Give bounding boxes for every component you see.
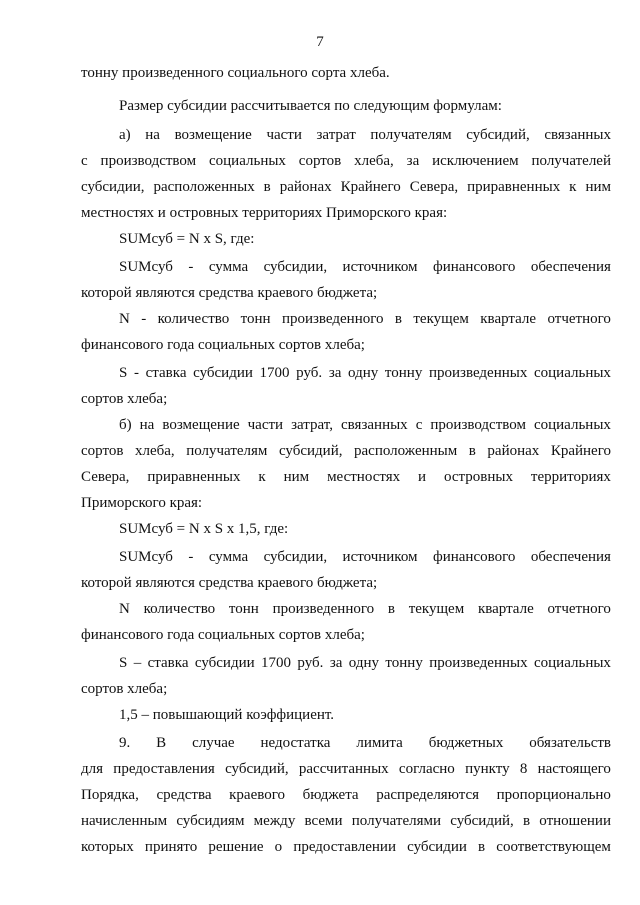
word: производством	[430, 417, 526, 433]
text-line	[81, 442, 611, 460]
word: хлеба,	[134, 443, 175, 459]
word: части	[266, 127, 302, 143]
word: в	[522, 813, 531, 829]
word: количество	[143, 601, 216, 617]
word: тонну	[385, 655, 423, 671]
word: S	[119, 655, 128, 671]
text-line: SUMсуб = N x S, где:	[119, 231, 255, 247]
word: субсидий,	[225, 761, 289, 777]
word: на	[145, 127, 160, 143]
word: о	[274, 839, 283, 855]
text-line: местностях и островных территориях Приморского края:	[81, 205, 448, 221]
word: В	[156, 735, 167, 751]
word: SUMсуб	[119, 549, 173, 565]
word: обеспечения	[530, 259, 611, 275]
word: отчетного	[547, 601, 611, 617]
word: принято	[144, 839, 198, 855]
word: предоставлении	[293, 839, 396, 855]
text-line: которой являются средства краевого бюджета;	[81, 575, 378, 591]
word: источником	[342, 549, 418, 565]
word: обязательств	[529, 735, 611, 751]
text-line	[81, 812, 611, 830]
word: расположенных	[153, 179, 255, 195]
word: настоящего	[537, 761, 611, 777]
word: Крайнего	[340, 179, 401, 195]
word: получателям	[186, 443, 268, 459]
word: Севера,	[81, 469, 130, 485]
word: 9.	[119, 735, 131, 751]
word: –	[133, 655, 142, 671]
word: финансового	[433, 259, 516, 275]
word: обеспечения	[530, 549, 611, 565]
word: распределяются	[376, 787, 480, 803]
word: 1700	[261, 655, 292, 671]
word: субсидии	[407, 839, 467, 855]
word: бюджетных	[428, 735, 504, 751]
text-line: Приморского края:	[81, 495, 203, 511]
word: территориях	[530, 469, 611, 485]
text-line: финансового года социальных сортов хлеба;	[81, 627, 365, 643]
word: хлеба,	[354, 153, 394, 169]
word: Крайнего	[550, 443, 611, 459]
word: которых	[81, 839, 134, 855]
word: в	[263, 179, 271, 195]
word: субсидии	[193, 365, 253, 381]
word: одну	[348, 365, 379, 381]
word: субсидий,	[466, 127, 530, 143]
word: районах	[279, 179, 332, 195]
word: N	[119, 601, 130, 617]
word: затрат,	[291, 417, 333, 433]
word: всеми	[304, 813, 343, 829]
word: -	[188, 259, 194, 275]
word: -	[188, 549, 194, 565]
word: средства	[156, 787, 212, 803]
word: субсидии	[194, 655, 255, 671]
word: текущем	[413, 311, 469, 327]
word: сумма	[208, 259, 249, 275]
word: местностях	[327, 469, 401, 485]
word: финансового	[433, 549, 516, 565]
text-line	[81, 838, 611, 856]
word: получателям	[370, 127, 452, 143]
text-line	[81, 468, 611, 486]
word: для	[81, 761, 104, 777]
word: рассчитанных	[298, 761, 389, 777]
text-line: Размер субсидии рассчитывается по следующим формулам:	[119, 98, 502, 114]
word: текущем	[408, 601, 465, 617]
word: с	[415, 417, 423, 433]
word: социальных	[208, 153, 286, 169]
word: в	[478, 839, 486, 855]
word: исключением	[432, 153, 519, 169]
word: SUMсуб	[119, 259, 173, 275]
word: руб.	[297, 655, 324, 671]
word: в	[387, 601, 395, 617]
word: произведенных	[429, 655, 528, 671]
text-line	[119, 600, 611, 618]
word: ним	[585, 179, 611, 195]
word: приравненных	[147, 469, 241, 485]
word: пропорционально	[496, 787, 611, 803]
word: квартале	[480, 311, 537, 327]
word: решение	[208, 839, 264, 855]
word: -	[141, 311, 147, 327]
text-line	[119, 258, 611, 276]
word: отношении	[539, 813, 611, 829]
text-line	[119, 734, 611, 752]
word: краевого	[229, 787, 286, 803]
word: бюджета	[302, 787, 359, 803]
text-line	[81, 152, 611, 170]
word: б)	[119, 417, 132, 433]
word: S	[119, 365, 128, 381]
word: случае	[192, 735, 235, 751]
word: 1700	[259, 365, 290, 381]
text-line	[81, 178, 611, 196]
text-line	[81, 786, 611, 804]
word: ставка	[147, 655, 189, 671]
word: субсидиям	[176, 813, 245, 829]
word: островных	[444, 469, 513, 485]
word: между	[253, 813, 296, 829]
word: начисленным	[81, 813, 168, 829]
word: в	[468, 443, 476, 459]
word: согласно	[398, 761, 455, 777]
word: районах	[487, 443, 540, 459]
word: субсидии,	[81, 179, 145, 195]
text-line	[119, 416, 611, 434]
word: к	[258, 469, 266, 485]
word: Севера,	[409, 179, 459, 195]
word: тонну	[384, 365, 423, 381]
word: социальных	[533, 365, 611, 381]
text-line	[119, 548, 611, 566]
word: в	[394, 311, 402, 327]
word: -	[133, 365, 139, 381]
word: сумма	[208, 549, 249, 565]
word: N	[119, 311, 130, 327]
word: с	[81, 153, 88, 169]
page-number: 7	[316, 34, 324, 50]
word: и	[418, 469, 427, 485]
word: ставка	[145, 365, 187, 381]
word: получателями	[351, 813, 442, 829]
text-line: сортов хлеба;	[81, 681, 168, 697]
word: субсидий,	[278, 443, 343, 459]
text-line: 1,5 – повышающий коэффициент.	[119, 707, 335, 723]
word: социальных	[533, 417, 611, 433]
word: квартале	[477, 601, 534, 617]
word: произведенного	[281, 311, 384, 327]
text-line: SUMсуб = N x S x 1,5, где:	[119, 521, 289, 537]
word: 8	[519, 761, 528, 777]
word: на	[139, 417, 155, 433]
word: расположенным	[354, 443, 458, 459]
word: затрат	[316, 127, 356, 143]
word: тонн	[240, 311, 271, 327]
word: одну	[348, 655, 380, 671]
word: источником	[342, 259, 418, 275]
word: Порядка,	[81, 787, 139, 803]
word: возмещение	[174, 127, 252, 143]
word: отчетного	[547, 311, 611, 327]
text-line: тонну произведенного социального сорта хлеба.	[81, 65, 390, 81]
word: а)	[119, 127, 131, 143]
word: количество	[157, 311, 230, 327]
word: сортов	[81, 443, 124, 459]
word: приравненных	[467, 179, 561, 195]
word: связанных	[544, 127, 611, 143]
text-line	[119, 310, 611, 328]
word: за	[329, 655, 343, 671]
word: недостатка	[260, 735, 331, 751]
text-line	[81, 760, 611, 778]
word: связанных	[341, 417, 408, 433]
word: получателей	[531, 153, 611, 169]
text-line: финансового года социальных сортов хлеба;	[81, 337, 365, 353]
word: части	[247, 417, 284, 433]
text-line: которой являются средства краевого бюджета;	[81, 285, 378, 301]
word: к	[569, 179, 577, 195]
word: сортов	[298, 153, 342, 169]
word: социальных	[533, 655, 611, 671]
text-line	[119, 126, 611, 144]
word: за	[406, 153, 420, 169]
word: тонн	[228, 601, 259, 617]
word: субсидий,	[450, 813, 514, 829]
text-line	[119, 364, 611, 382]
word: предоставления	[113, 761, 215, 777]
text-line	[119, 654, 611, 672]
word: произведенных	[428, 365, 528, 381]
word: производством	[100, 153, 197, 169]
word: субсидии,	[263, 549, 328, 565]
word: лимита	[356, 735, 403, 751]
word: возмещение	[162, 417, 240, 433]
text-line: сортов хлеба;	[81, 391, 168, 407]
word: соответствующем	[496, 839, 611, 855]
word: субсидии,	[263, 259, 328, 275]
word: за	[328, 365, 342, 381]
word: произведенного	[272, 601, 375, 617]
word: пункту	[465, 761, 510, 777]
word: руб.	[296, 365, 323, 381]
word: ним	[283, 469, 310, 485]
